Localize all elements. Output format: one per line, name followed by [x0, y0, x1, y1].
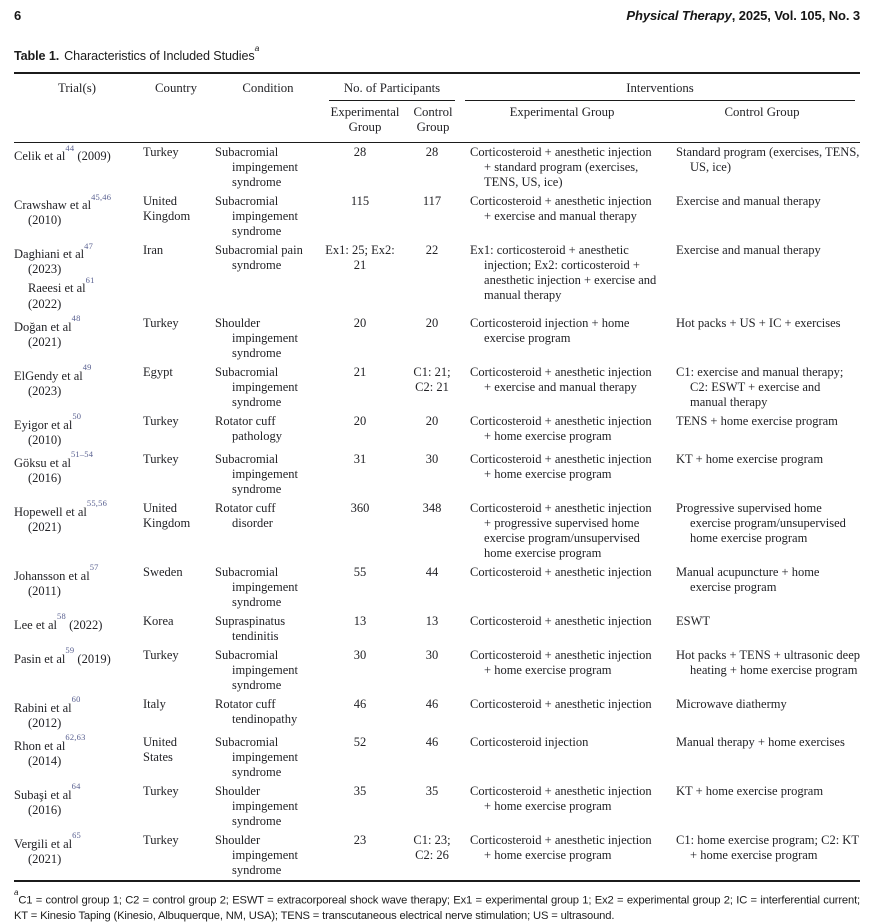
- trial-cell: [14, 646, 140, 695]
- n-experimental-cell: 35: [353, 783, 367, 798]
- trial-year: (2023): [28, 262, 62, 277]
- n-experimental-cell: 21: [353, 364, 367, 379]
- n-control-cell: 20: [425, 413, 439, 428]
- n-experimental-cell: 115: [350, 194, 370, 209]
- trial-cell: [14, 831, 140, 881]
- n-control-cell: 30: [425, 647, 439, 662]
- intervention-experimental-text: Corticosteroid injection + home exercise program: [470, 315, 630, 345]
- n-control-cell: 28: [425, 145, 439, 160]
- country-cell: Turkey: [143, 145, 179, 160]
- country-cell: Turkey: [143, 783, 179, 798]
- trial-name: Raeesi et al$^{61}$: [28, 274, 95, 296]
- condition-text: Shoulder impingement syndrome: [215, 315, 298, 360]
- intervention-control-text: C1: home exercise program; C2: KT + home exercise program: [676, 832, 859, 862]
- trial-cell: [14, 733, 140, 782]
- trial-name: Eyigor et al: [14, 417, 73, 432]
- table-row: [14, 831, 860, 881]
- country-cell: Egypt: [143, 364, 173, 379]
- page-number: 6: [14, 8, 22, 23]
- table-title: [14, 43, 860, 64]
- intervention-experimental-cell: [460, 612, 664, 646]
- trial-year: (2010): [28, 432, 62, 447]
- trial-year: (2016): [28, 802, 62, 817]
- trial-year: (2021): [28, 519, 62, 534]
- trial-cell: [14, 563, 140, 612]
- intervention-control-cell: [664, 450, 860, 499]
- trial-cell: [14, 363, 140, 412]
- footnote-marker: a: [14, 888, 19, 898]
- n-control-cell: 117: [422, 194, 442, 209]
- trial-citations: [14, 562, 135, 599]
- n-experimental-cell: 20: [353, 315, 367, 330]
- citation-ref[interactable]: 49: [82, 362, 92, 372]
- country-cell: United Kingdom: [143, 194, 191, 224]
- trial-citations: [14, 498, 135, 535]
- condition-cell: [212, 733, 324, 782]
- table-row: [14, 412, 860, 450]
- intervention-control-text: Hot packs + TENS + ultrasonic deep heating + home exercise program: [676, 647, 860, 677]
- trial-citations: [14, 781, 135, 818]
- intervention-control-cell: [664, 314, 860, 363]
- n-experimental-cell: 20: [353, 413, 367, 428]
- table-row: [14, 695, 860, 733]
- citation-ref[interactable]: 64: [71, 781, 81, 792]
- n-experimental-cell: Ex1: 25; Ex2: 21: [325, 243, 395, 273]
- condition-text: Subacromial impingement syndrome: [215, 647, 298, 692]
- condition-cell: [212, 314, 324, 363]
- intervention-control-cell: [664, 192, 860, 241]
- interventions-spanner-label: Interventions: [465, 81, 855, 101]
- intervention-control-text: Progressive supervised home exercise program/unsupervised home exercise program: [676, 500, 846, 545]
- trial-citations: [14, 240, 135, 311]
- col-header-trials: Trial(s): [14, 73, 140, 143]
- intervention-experimental-cell: [460, 733, 664, 782]
- intervention-control-cell: [664, 733, 860, 782]
- trial-year: (2021): [28, 334, 62, 349]
- condition-text: Subacromial impingement syndrome: [215, 364, 298, 409]
- citation-ref[interactable]: 58: [57, 611, 66, 622]
- journal-name: Physical Therapy: [626, 8, 732, 23]
- table-row: [14, 733, 860, 782]
- trial-citations: Celik et al$^{44}$ (2009): [14, 142, 111, 164]
- citation-ref[interactable]: 50: [72, 411, 82, 421]
- trial-year: (2010): [28, 213, 62, 228]
- trial-cell: [14, 450, 140, 499]
- table-row: [14, 241, 860, 313]
- participants-spanner-label: No. of Participants: [329, 81, 455, 101]
- intervention-experimental-text: Corticosteroid + anesthetic injection + home exercise program: [470, 783, 652, 813]
- table-row: [14, 450, 860, 499]
- country-cell: Korea: [143, 613, 174, 628]
- n-experimental-cell: 28: [353, 145, 367, 160]
- intervention-control-text: Exercise and manual therapy: [676, 194, 821, 209]
- trial-year: (2014): [28, 753, 62, 768]
- intervention-experimental-text: Corticosteroid + anesthetic injection + home exercise program: [470, 832, 652, 862]
- intervention-control-text: C1: exercise and manual therapy; C2: ESWT + exercise and manual therapy: [676, 364, 844, 409]
- n-control-cell: 348: [422, 500, 442, 515]
- intervention-experimental-cell: [460, 450, 664, 499]
- intervention-experimental-cell: [460, 782, 664, 831]
- trial-citations: [14, 694, 135, 731]
- intervention-control-cell: [664, 612, 860, 646]
- condition-text: Subacromial impingement syndrome: [215, 734, 298, 779]
- condition-text: Subacromial impingement syndrome: [215, 194, 298, 239]
- country-cell: United States: [143, 734, 178, 764]
- intervention-experimental-text: Corticosteroid + anesthetic injection + standard program (exercises, TENS, US, ice): [470, 145, 652, 190]
- col-header-n-experimental: Experimental Group: [324, 101, 406, 143]
- n-control-cell: 44: [425, 564, 439, 579]
- n-experimental-cell: 46: [353, 696, 367, 711]
- trial-citations: [14, 449, 135, 486]
- intervention-control-cell: [664, 363, 860, 412]
- n-control-cell: 13: [425, 613, 439, 628]
- col-header-intervention-experimental: Experimental Group: [460, 101, 664, 143]
- trial-name: Johansson et al: [14, 568, 90, 583]
- n-experimental-cell: 55: [353, 564, 367, 579]
- condition-text: Rotator cuff pathology: [215, 413, 282, 443]
- citation-ref[interactable]: 57: [89, 562, 99, 573]
- condition-text: Subacromial impingement syndrome: [215, 564, 298, 609]
- trial-citations: [14, 313, 135, 350]
- table-row: [14, 499, 860, 563]
- citation-ref[interactable]: 44: [65, 142, 75, 153]
- table-row: [14, 314, 860, 363]
- intervention-experimental-cell: [460, 192, 664, 241]
- condition-text: Supraspinatus tendinitis: [215, 613, 286, 643]
- col-header-condition: Condition: [212, 73, 324, 143]
- intervention-experimental-text: Corticosteroid + anesthetic injection: [470, 613, 652, 628]
- table-row: [14, 143, 860, 193]
- citation-ref[interactable]: 48: [71, 313, 81, 323]
- citation-ref[interactable]: 45,46: [91, 191, 112, 202]
- condition-cell: [212, 241, 324, 313]
- intervention-control-cell: [664, 831, 860, 881]
- n-experimental-cell: 31: [353, 451, 367, 466]
- intervention-control-cell: [664, 499, 860, 563]
- trial-citations: [14, 191, 135, 228]
- table-title-label: Table 1.: [14, 49, 60, 64]
- intervention-experimental-text: Corticosteroid + anesthetic injection + home exercise program: [470, 413, 652, 443]
- trial-name: Celik et al: [14, 149, 66, 164]
- intervention-control-text: KT + home exercise program: [676, 451, 824, 466]
- trial-year: (2022): [28, 296, 62, 311]
- condition-text: Subacromial pain syndrome: [215, 243, 303, 273]
- table-title-text: Characteristics of Included Studies: [64, 49, 255, 64]
- trial-name: Subaşi et al: [14, 787, 72, 802]
- country-cell: Turkey: [143, 315, 179, 330]
- intervention-control-text: Hot packs + US + IC + exercises: [676, 315, 841, 330]
- footnote-text: C1 = control group 1; C2 = control group 2; ESWT = extracorporeal shock wave therapy; Ex1 = experimental group 1; Ex2 = experimental group 2; IC = interferential current; KT = Kinesio Taping (Kinesio, Albuquerque, NM, USA); TENS = transcutaneous electrical nerve stimulation; US = ultrasound.: [14, 894, 860, 922]
- intervention-control-text: KT + home exercise program: [676, 783, 824, 798]
- table-footnote: [14, 889, 860, 924]
- trial-cell: [14, 314, 140, 363]
- trial-cell: [14, 143, 140, 193]
- n-control-cell: 22: [425, 243, 439, 258]
- trial-cell: [14, 192, 140, 241]
- condition-cell: [212, 363, 324, 412]
- condition-cell: [212, 782, 324, 831]
- trial-citations: [14, 732, 135, 769]
- table-row: [14, 563, 860, 612]
- col-header-n-control: Control Group: [406, 101, 460, 143]
- intervention-control-text: Manual therapy + home exercises: [676, 734, 845, 749]
- intervention-experimental-text: Corticosteroid + anesthetic injection: [470, 564, 652, 579]
- col-header-country: Country: [140, 73, 212, 143]
- table-header: [14, 73, 860, 143]
- col-header-participants: [324, 73, 460, 101]
- country-cell: Turkey: [143, 451, 179, 466]
- intervention-experimental-text: Ex1: corticosteroid + anesthetic injection; Ex2: corticosteroid + anesthetic injection + exercise and manual therapy: [470, 243, 657, 303]
- n-control-cell: 30: [425, 451, 439, 466]
- n-control-cell: C1: 23; C2: 26: [413, 832, 451, 862]
- intervention-experimental-cell: [460, 563, 664, 612]
- n-experimental-cell: 13: [353, 613, 367, 628]
- n-experimental-cell: 52: [353, 734, 367, 749]
- intervention-experimental-text: Corticosteroid + anesthetic injection: [470, 696, 652, 711]
- citation-ref[interactable]: 62,63: [65, 732, 86, 743]
- trial-cell: [14, 612, 140, 646]
- condition-cell: [212, 450, 324, 499]
- trial-cell: [14, 695, 140, 733]
- table-row: [14, 192, 860, 241]
- intervention-control-cell: [664, 563, 860, 612]
- citation-ref[interactable]: 61: [85, 274, 95, 285]
- n-control-cell: 46: [425, 734, 439, 749]
- condition-text: Rotator cuff disorder: [215, 500, 276, 530]
- condition-cell: [212, 499, 324, 563]
- condition-cell: [212, 192, 324, 241]
- trial-name: Daghiani et al: [14, 247, 85, 262]
- n-control-cell: 46: [425, 696, 439, 711]
- trial-year: (2021): [28, 851, 62, 866]
- n-experimental-cell: 30: [353, 647, 367, 662]
- trial-year: (2011): [28, 583, 61, 598]
- col-header-intervention-control: Control Group: [664, 101, 860, 143]
- table-row: [14, 782, 860, 831]
- studies-table: [14, 72, 860, 882]
- intervention-experimental-cell: [460, 412, 664, 450]
- table-body: [14, 143, 860, 881]
- trial-name: Rhon et al: [14, 738, 66, 753]
- trial-name: ElGendy et al: [14, 368, 83, 383]
- condition-text: Shoulder impingement syndrome: [215, 832, 298, 877]
- trial-year: (2023): [28, 383, 62, 398]
- intervention-experimental-cell: [460, 499, 664, 563]
- country-cell: Italy: [143, 696, 166, 711]
- intervention-control-text: Standard program (exercises, TENS, US, ice): [676, 145, 860, 175]
- condition-cell: [212, 563, 324, 612]
- intervention-control-cell: [664, 143, 860, 193]
- journal-issue: , 2025, Vol. 105, No. 3: [731, 8, 860, 23]
- condition-cell: [212, 143, 324, 193]
- condition-text: Subacromial impingement syndrome: [215, 145, 298, 190]
- intervention-control-text: Manual acupuncture + home exercise program: [676, 564, 820, 594]
- intervention-control-text: Microwave diathermy: [676, 696, 787, 711]
- table-row: [14, 363, 860, 412]
- intervention-experimental-cell: [460, 314, 664, 363]
- n-control-cell: 35: [425, 783, 439, 798]
- trial-name: Vergili et al: [14, 836, 73, 851]
- citation-ref[interactable]: 55,56: [86, 498, 108, 509]
- trial-name: Crawshaw et al: [14, 198, 92, 213]
- citation-ref[interactable]: 59: [65, 645, 75, 656]
- trial-name: Doğan et al: [14, 319, 72, 334]
- condition-text: Shoulder impingement syndrome: [215, 783, 298, 828]
- country-cell: United Kingdom: [143, 500, 191, 530]
- citation-ref[interactable]: 47: [84, 240, 94, 251]
- trial-year: (2016): [28, 470, 62, 485]
- table-title-footnote-marker: a: [254, 43, 260, 53]
- n-experimental-cell: 360: [350, 500, 370, 515]
- table-row: [14, 612, 860, 646]
- intervention-control-text: ESWT: [676, 613, 711, 628]
- condition-cell: [212, 646, 324, 695]
- trial-citations: [14, 830, 135, 867]
- condition-cell: [212, 612, 324, 646]
- trial-citations: Pasin et al$^{59}$ (2019): [14, 645, 111, 666]
- table-row: [14, 646, 860, 695]
- trial-cell: [14, 499, 140, 563]
- trial-cell: [14, 782, 140, 831]
- country-cell: Sweden: [143, 564, 183, 579]
- condition-cell: [212, 412, 324, 450]
- col-header-interventions: [460, 73, 860, 101]
- trial-name: Göksu et al: [14, 455, 71, 470]
- country-cell: Turkey: [143, 413, 179, 428]
- intervention-experimental-text: Corticosteroid + anesthetic injection + exercise and manual therapy: [470, 194, 652, 224]
- condition-text: Rotator cuff tendinopathy: [215, 696, 298, 726]
- trial-cell: [14, 412, 140, 450]
- intervention-control-cell: [664, 695, 860, 733]
- n-control-cell: 20: [425, 315, 439, 330]
- citation-ref[interactable]: 51–54: [70, 449, 94, 460]
- intervention-experimental-text: Corticosteroid + anesthetic injection + home exercise program: [470, 451, 652, 481]
- intervention-control-cell: [664, 782, 860, 831]
- header-group-row: [14, 73, 860, 101]
- running-head: [14, 8, 860, 23]
- trial-name: Hopewell et al: [14, 504, 87, 519]
- trial-citations: [14, 411, 135, 448]
- intervention-control-text: Exercise and manual therapy: [676, 243, 821, 258]
- intervention-control-cell: [664, 412, 860, 450]
- citation-ref[interactable]: 60: [71, 694, 81, 705]
- trial-name: Pasin et al: [14, 651, 66, 666]
- condition-cell: [212, 695, 324, 733]
- intervention-control-text: TENS + home exercise program: [676, 413, 838, 428]
- trial-name: Rabini et al: [14, 700, 72, 715]
- n-experimental-cell: 23: [353, 832, 367, 847]
- journal-citation: [626, 8, 860, 23]
- country-cell: Turkey: [143, 832, 179, 847]
- trial-year: (2012): [28, 715, 62, 730]
- condition-cell: [212, 831, 324, 881]
- trial-cell: [14, 241, 140, 313]
- trial-name: Lee et al: [14, 617, 58, 632]
- intervention-experimental-cell: [460, 241, 664, 313]
- intervention-experimental-cell: [460, 695, 664, 733]
- citation-ref[interactable]: 65: [72, 830, 81, 841]
- intervention-experimental-cell: [460, 143, 664, 193]
- condition-text: Subacromial impingement syndrome: [215, 451, 298, 496]
- intervention-experimental-text: Corticosteroid + anesthetic injection + progressive supervised home exercise program/unsupervised home exercise program: [470, 500, 652, 560]
- country-cell: Turkey: [143, 647, 179, 662]
- country-cell: Iran: [143, 243, 164, 258]
- n-control-cell: C1: 21; C2: 21: [413, 364, 451, 394]
- intervention-control-cell: [664, 241, 860, 313]
- intervention-experimental-text: Corticosteroid injection: [470, 734, 589, 749]
- intervention-experimental-text: Corticosteroid + anesthetic injection + exercise and manual therapy: [470, 364, 652, 394]
- intervention-control-cell: [664, 646, 860, 695]
- intervention-experimental-cell: [460, 363, 664, 412]
- trial-citations: [14, 362, 135, 399]
- intervention-experimental-text: Corticosteroid + anesthetic injection + home exercise program: [470, 647, 652, 677]
- intervention-experimental-cell: [460, 646, 664, 695]
- intervention-experimental-cell: [460, 831, 664, 881]
- trial-citations: Lee et al$^{58}$ (2022): [14, 611, 103, 632]
